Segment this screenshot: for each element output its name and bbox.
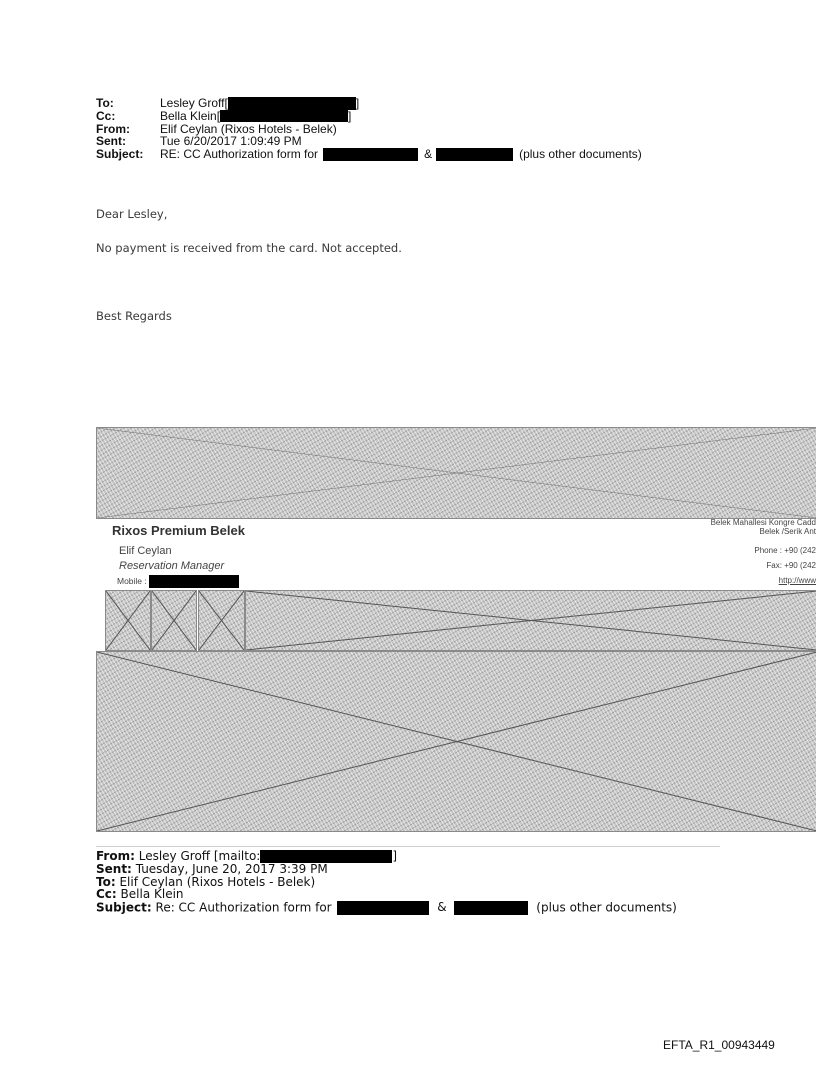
subject-row (96, 148, 642, 161)
promo-image-placeholder (96, 651, 816, 832)
fwd-subject-row (96, 901, 677, 915)
hotel-name: Rixos Premium Belek (112, 523, 245, 538)
to-label: To: (96, 96, 114, 110)
redaction-block (323, 148, 418, 161)
from-value: Elif Ceylan (Rixos Hotels - Belek) (160, 121, 337, 136)
redaction-block (228, 97, 356, 110)
subject-prefix: RE: CC Authorization form for (160, 146, 319, 161)
sent-value: Tue 6/20/2017 1:09:49 PM (160, 134, 302, 148)
fwd-subject-label: Subject: (96, 900, 152, 915)
fwd-to-label: To: (96, 874, 116, 889)
fwd-subject-suffix: (plus other documents) (536, 900, 677, 915)
website-link[interactable]: http://www (778, 576, 816, 585)
redaction-block (337, 901, 429, 915)
address-line-1: Belek Mahallesi Kongre Cadd (710, 518, 816, 527)
document-id: EFTA_R1_00943449 (663, 1038, 775, 1052)
closing: Best Regards (96, 309, 172, 323)
signature-title: Reservation Manager (119, 560, 225, 572)
fwd-to-value: Elif Ceylan (Rixos Hotels - Belek) (119, 874, 316, 889)
mobile-label: Mobile : (117, 575, 147, 586)
fax-line: Fax: +90 (242 (766, 561, 816, 570)
cc-value: Bella Klein[ (160, 109, 221, 123)
cc-close: ] (348, 109, 352, 123)
address-line-2: Belek /Serik Ant (759, 527, 816, 536)
redaction-block (436, 148, 513, 161)
cc-label: Cc: (96, 109, 116, 123)
phone-line: Phone : +90 (242 (754, 546, 816, 555)
signature-name: Elif Ceylan (119, 545, 172, 557)
social-icon-placeholder[interactable] (198, 590, 245, 651)
fwd-subject-prefix: Re: CC Authorization form for (155, 900, 332, 915)
social-icon-placeholder[interactable] (105, 590, 151, 651)
sent-row (96, 135, 642, 148)
banner-image-placeholder (96, 427, 816, 519)
fwd-subject-ampersand: & (437, 900, 447, 915)
fwd-from-label: From: (96, 849, 135, 863)
greeting: Dear Lesley, (96, 207, 168, 221)
sent-label: Sent: (96, 134, 126, 148)
redaction-block (220, 110, 348, 122)
divider (96, 846, 720, 847)
email-header (96, 97, 642, 161)
fwd-sent-label: Sent: (96, 862, 132, 876)
from-label: From: (96, 121, 130, 136)
message-text: No payment is received from the card. Not accepted. (96, 241, 402, 255)
signature-strip-image-placeholder (245, 590, 816, 651)
redaction-block (149, 575, 239, 588)
to-close: ] (355, 96, 360, 110)
mobile-row (117, 575, 239, 588)
redaction-block (454, 901, 528, 915)
fwd-from-close: ] (392, 849, 398, 863)
fwd-from-value: Lesley Groff [mailto: (138, 849, 261, 863)
forwarded-header (96, 850, 677, 915)
cc-row (96, 110, 642, 123)
subject-label: Subject: (96, 146, 144, 161)
fwd-sent-value: Tuesday, June 20, 2017 3:39 PM (135, 862, 328, 876)
subject-ampersand: & (424, 146, 433, 161)
fwd-cc-label: Cc: (96, 887, 117, 902)
to-value: Lesley Groff[ (160, 96, 228, 110)
fwd-cc-row (96, 888, 677, 901)
fwd-cc-value: Bella Klein (120, 887, 184, 902)
subject-suffix: (plus other documents) (519, 146, 642, 161)
social-icon-placeholder[interactable] (151, 590, 197, 651)
